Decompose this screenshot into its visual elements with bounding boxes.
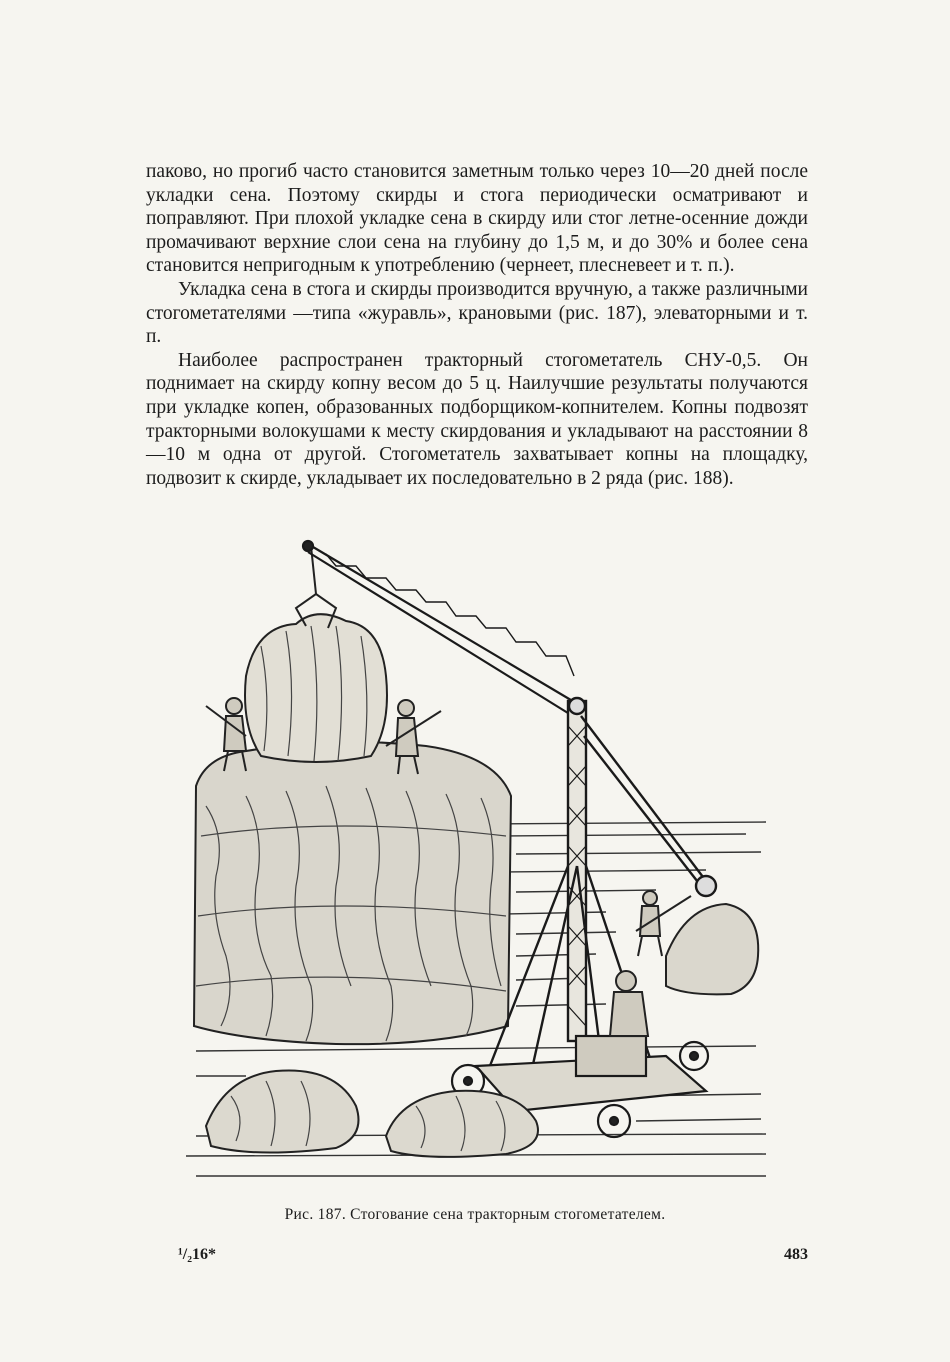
- figure-187-illustration: [186, 536, 766, 1186]
- page-number: 483: [784, 1246, 808, 1263]
- haystack-large: [194, 742, 511, 1044]
- tractor-driver: [610, 971, 648, 1036]
- paragraph-2: Укладка сена в стога и скирды производится вручную, а также различными стогометателями —типа «журавль», крановыми (рис. 187), элеваторными и т. п.: [146, 278, 808, 348]
- printer-signature-mark: ¹/₂16*: [178, 1246, 217, 1263]
- figure-caption: Рис. 187. Стогование сена тракторным стогометателем.: [284, 1206, 666, 1223]
- paragraph-1: паково, но прогиб часто становится заметным только через 10—20 дней после укладки сена. Поэтому скирды и стога периодически осматривают и поправляют. При плохой укладке сена в скирду или стог летне-осенние дожди промачивают верхние слои сена на глубину до 1,5 м, и до 30% и более сена становится непригодным к употреблению (чернеет, плесневеет и т. п.).: [146, 161, 808, 277]
- haystacker-drawing: [186, 536, 766, 1186]
- haystack-small-right: [636, 891, 758, 994]
- hay-heaps-foreground: [206, 1070, 538, 1156]
- body-text: [146, 160, 808, 490]
- paragraph-3: Наиболее распространен тракторный стогометатель СНУ-0,5. Он поднимает на скирду копну весом до 5 ц. Наилучшие результаты получаются при укладке копен, образованных подборщиком-копнителем. Копны подвозят тракторными волокушами к месту скирдования и укладывают на расстоянии 8—10 м одна от другой. Стогометатель захватывает копны на площадку, подвозит к скирде, укладывает их последовательно в 2 ряда (рис. 188).: [146, 349, 808, 489]
